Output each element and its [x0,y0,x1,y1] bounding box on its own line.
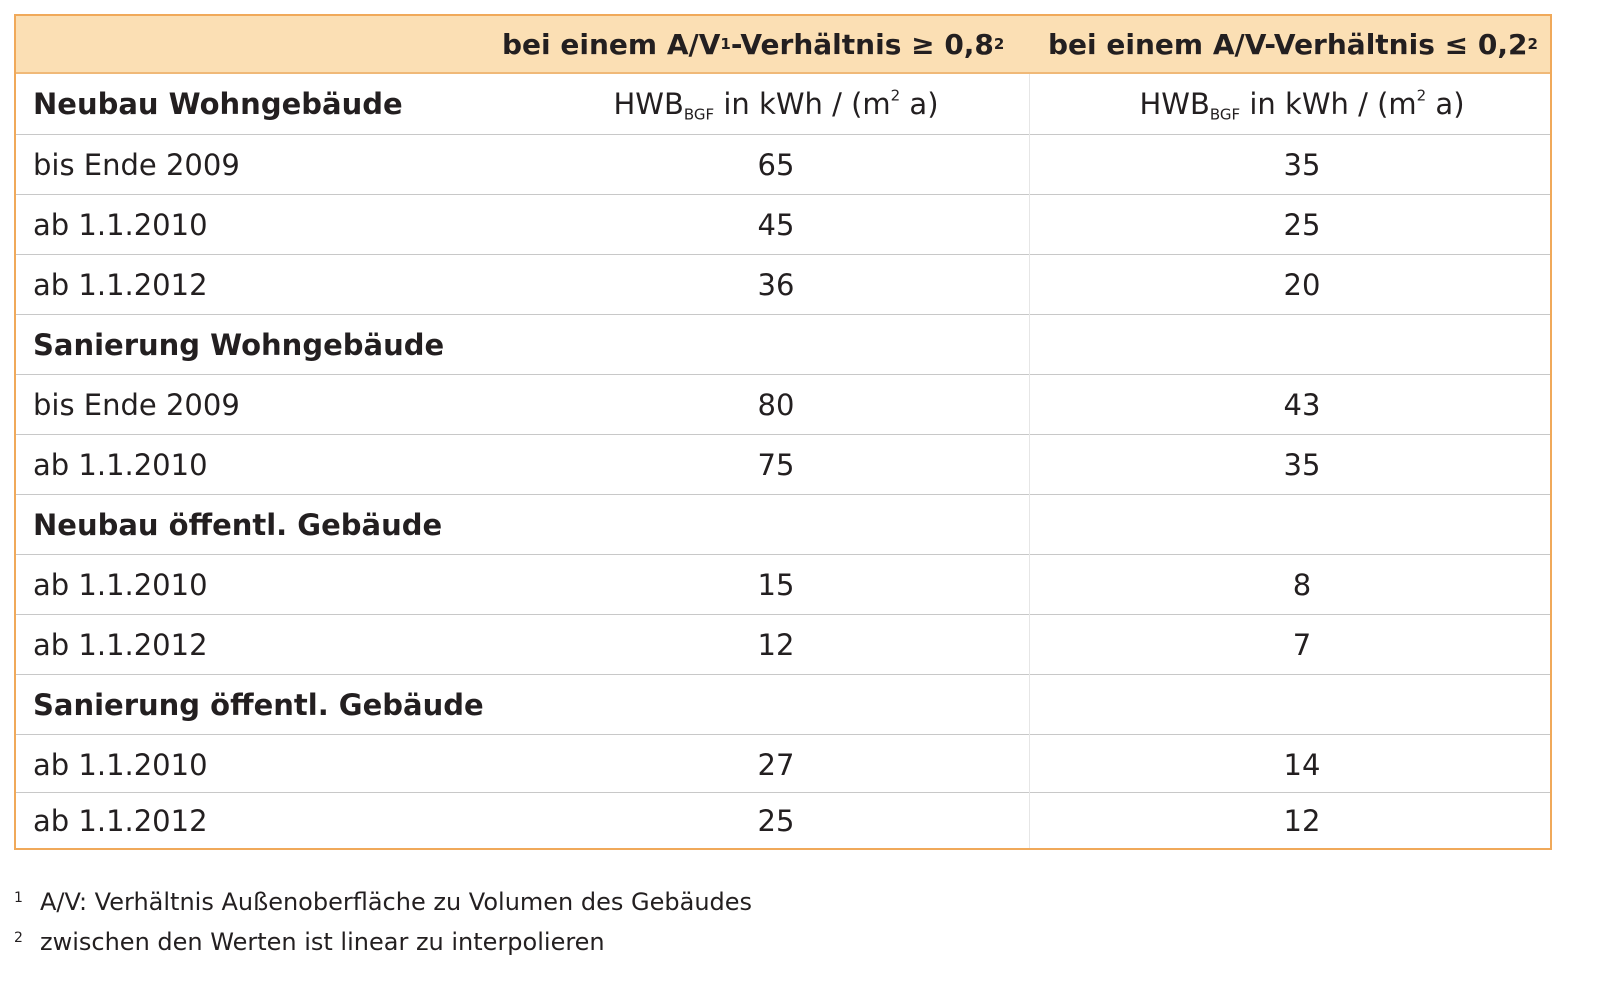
footnote-text: A/V: Verhältnis Außenoberfläche zu Volumen des Gebäudes [40,888,753,916]
row-value-col1: 15 [757,567,795,602]
row-value-col1: 12 [757,627,795,662]
footnote-mark: 1 [14,890,23,906]
header-col2: bei einem A/V-Verhältnis ≤ 0,2 2 [1048,27,1538,61]
section-row [16,494,1550,554]
row-value-col2: 25 [1283,207,1321,242]
row-label: bis Ende 2009 [33,147,240,182]
header-col1-mid: -Verhältnis ≥ 0,8 [730,27,994,61]
table-row [16,134,1550,194]
table-row [16,554,1550,614]
table-row [16,254,1550,314]
row-value-col1: 36 [757,267,795,302]
row-value-col2: 20 [1283,267,1321,302]
energy-table [14,14,1552,850]
row-label: ab 1.1.2010 [33,447,208,482]
row-label: ab 1.1.2010 [33,207,208,242]
row-value-col1: 80 [757,387,795,422]
header-col2-prefix: bei einem A/V-Verhältnis ≤ 0,2 [1048,27,1528,61]
section-label: Sanierung öffentl. Gebäude [33,687,484,722]
unit-row [16,74,1550,134]
footnotes [14,884,752,964]
row-value-col2: 35 [1283,447,1321,482]
section-row [16,674,1550,734]
row-label: bis Ende 2009 [33,387,240,422]
table-row [16,194,1550,254]
footnote-2 [14,924,752,964]
row-label: ab 1.1.2010 [33,567,208,602]
row-label: ab 1.1.2012 [33,803,208,838]
table-row [16,734,1550,794]
row-value-col2: 43 [1283,387,1321,422]
row-value-col2: 7 [1292,627,1312,662]
table-header-row [16,16,1550,74]
footnote-1 [14,884,752,924]
footnote-mark: 2 [14,930,23,946]
unit-label-col1: $HWB_{BGF}$ in kWh / ($m^2$ a) [613,86,939,124]
row-value-col2: 14 [1283,747,1321,782]
row-value-col1: 75 [757,447,795,482]
row-value-col1: 65 [757,147,795,182]
header-col1: bei einem A/V 1 -Verhältnis ≥ 0,8 2 [502,27,1005,61]
row-value-col2: 12 [1283,803,1321,838]
table-row [16,792,1550,848]
row-label: ab 1.1.2012 [33,267,208,302]
column-divider [1029,74,1030,848]
row-label: ab 1.1.2012 [33,627,208,662]
row-value-col1: 27 [757,747,795,782]
section-label: Neubau Wohngebäude [33,87,403,121]
table-row [16,374,1550,434]
table-row [16,434,1550,494]
header-col1-prefix: bei einem A/V [502,27,721,61]
row-value-col2: 8 [1292,567,1312,602]
section-row [16,314,1550,374]
section-label: Sanierung Wohngebäude [33,327,445,362]
row-value-col2: 35 [1283,147,1321,182]
table-row [16,614,1550,674]
section-label: Neubau öffentl. Gebäude [33,507,443,542]
footnote-text: zwischen den Werten ist linear zu interpolieren [40,928,605,956]
row-value-col1: 25 [757,803,795,838]
row-value-col1: 45 [757,207,795,242]
unit-label-col2: $HWB_{BGF}$ in kWh / ($m^2$ a) [1139,86,1465,124]
row-label: ab 1.1.2010 [33,747,208,782]
